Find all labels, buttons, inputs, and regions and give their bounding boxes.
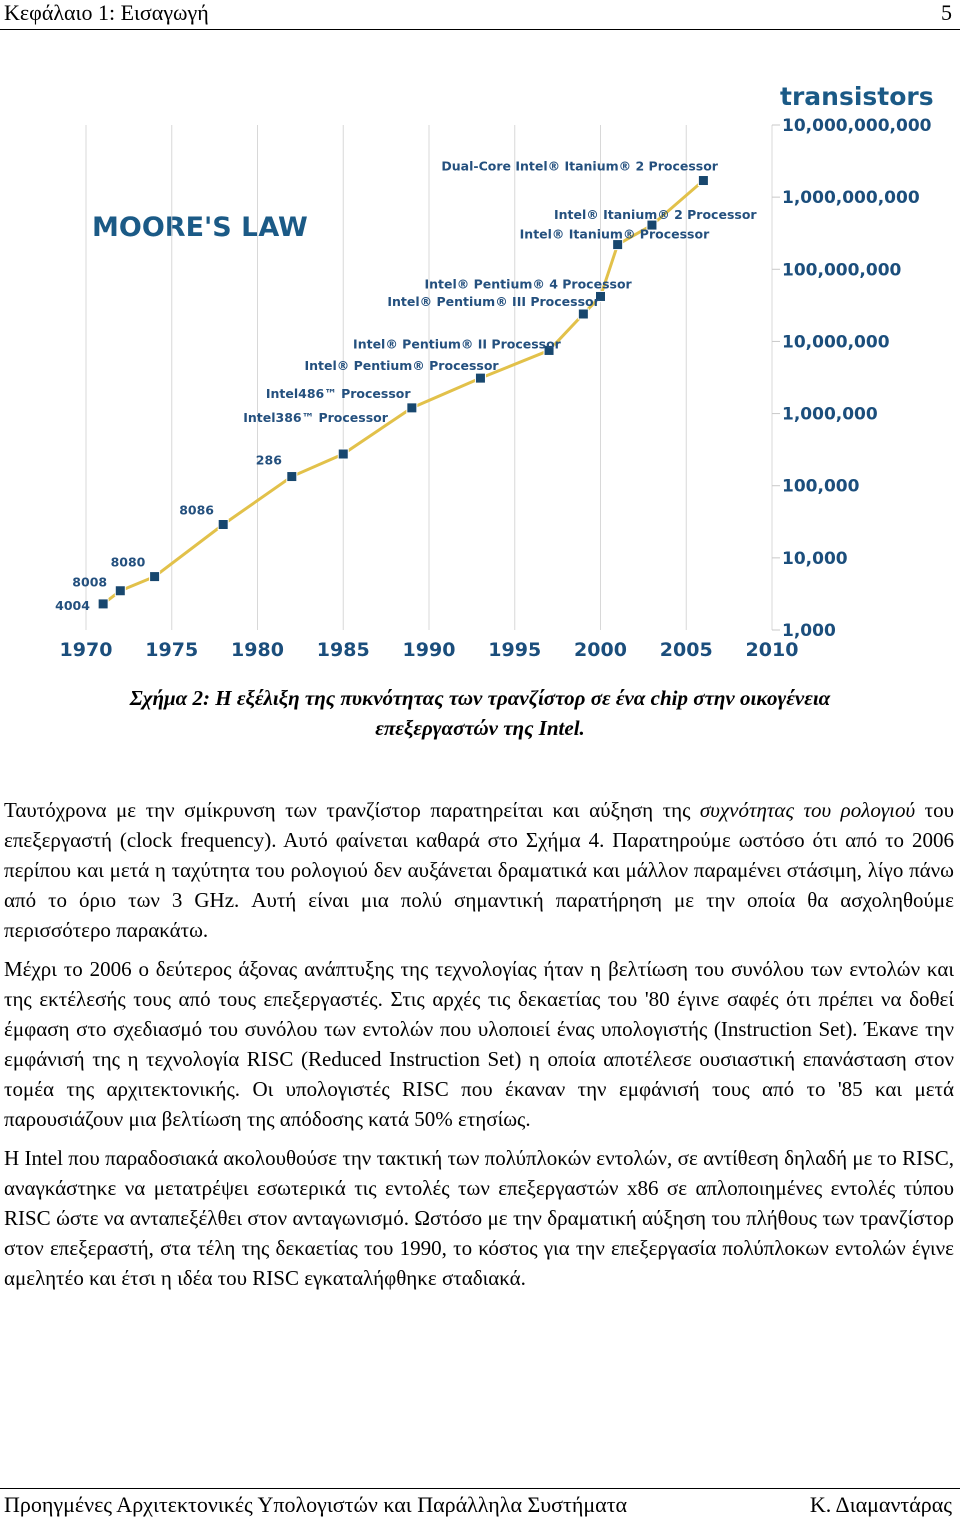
data-point-label: 4004 <box>55 597 90 613</box>
x-tick-label: 1975 <box>145 639 199 661</box>
header-rule <box>0 29 960 30</box>
data-point-marker <box>150 572 160 582</box>
data-point-label: 8086 <box>179 502 214 518</box>
y-tick-labels <box>782 116 932 641</box>
data-point-marker <box>98 599 108 609</box>
data-point-marker <box>287 472 297 482</box>
data-point-label: Intel® Pentium® III Processor <box>387 293 600 309</box>
y-tick-label: 10,000,000 <box>782 332 890 353</box>
paragraph-1-start: Ταυτόχρονα με την σμίκρυνση των τρανζίστορ παρατηρείται και αύξηση της <box>4 798 700 822</box>
x-tick-label: 1990 <box>402 639 456 661</box>
x-tick-label: 1980 <box>231 639 284 661</box>
caption-line-2: επεξεργαστών της Intel. <box>375 716 585 740</box>
data-point-label: Intel486™ Processor <box>265 385 411 401</box>
footer-rule <box>0 1488 960 1489</box>
body-text <box>4 795 954 1302</box>
chart-grid <box>86 125 780 630</box>
x-tick-label: 2000 <box>574 639 627 661</box>
data-point-label: 8008 <box>72 574 108 590</box>
paragraph-1 <box>4 795 954 945</box>
page-footer <box>0 1488 960 1523</box>
y-tick-label: 100,000 <box>782 476 860 497</box>
y-tick-label: 1,000 <box>782 621 836 641</box>
x-tick-labels <box>60 639 799 661</box>
data-point-label: Dual-Core Intel® Itanium® 2 Processor <box>441 158 718 174</box>
data-point-marker <box>407 403 417 413</box>
y-tick-label: 100,000,000 <box>782 260 902 281</box>
chart-title: MOORE'S LAW <box>92 212 308 243</box>
data-point-label: 8080 <box>110 554 146 570</box>
data-point-label: Intel® Pentium® Processor <box>304 358 499 374</box>
paragraph-1-end: του επεξεργαστή (clock frequency). Αυτό φαίνεται καθαρά στο Σχήμα 4. Παρατηρούμε ωστόσο ότι από το 2006 περίπου και μετά η ταχύτητα του ρολογιού δεν αυξάνεται δραματικά και μάλλον παραμένει στάσιμη, λίγο πάνω από το όριο των 3 GHz. Αυτή είναι μια πολύ σημαντική παρατήρηση με την οποία θα ασχοληθούμε περισσότερο παρακάτω. <box>4 798 954 942</box>
data-point-label: Intel® Itanium® 2 Processor <box>553 207 757 223</box>
data-point-label: Intel386™ Processor <box>243 410 388 426</box>
y-tick-label: 1,000,000 <box>782 404 878 425</box>
data-point-marker <box>115 586 125 596</box>
x-tick-label: 2010 <box>745 639 799 661</box>
data-point-marker <box>698 176 708 186</box>
x-tick-label: 1970 <box>59 639 113 661</box>
data-point-marker <box>475 373 485 383</box>
x-tick-label: 2005 <box>659 639 713 661</box>
author-name: Κ. Διαμαντάρας <box>809 1492 952 1517</box>
paragraph-1-emphasis: συχνότητας του ρολογιού <box>699 798 916 822</box>
book-title: Προηγμένες Αρχιτεκτονικές Υπολογιστών και Παράλληλα Συστήματα <box>4 1492 628 1517</box>
page-number: 5 <box>941 0 952 25</box>
data-point-label: Intel® Pentium® 4 Processor <box>424 276 632 292</box>
page-header <box>0 0 960 30</box>
data-point-label: 286 <box>255 452 282 468</box>
y-tick-label: 1,000,000,000 <box>782 188 920 209</box>
y-tick-label: 10,000 <box>782 548 848 569</box>
x-tick-label: 1995 <box>488 639 542 661</box>
x-tick-label: 1985 <box>316 639 370 661</box>
data-point-marker <box>218 519 228 529</box>
y-tick-label: 10,000,000,000 <box>782 116 932 136</box>
data-point-marker <box>578 309 588 319</box>
y-axis-title: transistors <box>780 82 934 111</box>
paragraph-3: Η Intel που παραδοσιακά ακολουθούσε την τακτική των πολύπλοκών εντολών, σε αντίθεση δηλαδή με το RISC, αναγκάστηκε να μετατρέψει εσωτερικά τις εντολές των επεξεργαστών x86 σε απλοποιημένες εντολές τύπου RISC ώστε να ανταπεξέλθει στον ανταγωνισμό. Ωστόσο με την δραματική αύξηση του πλήθους των τρανζίστορ στον επεξεραστή, στα τέλη της δεκαετίας του 1990, το κόστος για την επεξεργασία πολύπλοκων εντολών έγινε αμελητέο και έτσι η ιδέα του RISC εγκαταλήφθηκε σταδιακά. <box>4 1146 954 1290</box>
data-point-marker <box>338 449 348 459</box>
moores-law-chart <box>0 70 960 670</box>
data-point-label: Intel® Itanium® Processor <box>519 226 710 242</box>
data-point-label: Intel® Pentium® II Processor <box>353 336 561 352</box>
chapter-title: Κεφάλαιο 1: Εισαγωγή <box>4 0 209 25</box>
caption-line-1: Σχήμα 2: Η εξέλιξη της πυκνότητας των τρανζίστορ σε ένα chip στην οικογένεια <box>129 686 831 710</box>
paragraph-2: Μέχρι το 2006 ο δεύτερος άξονας ανάπτυξης της τεχνολογίας ήταν η βελτίωση του συνόλου των εντολών και της εκτέλεσής τους από τους επεξεργαστές. Στις αρχές τις δεκαετίας του '80 έγινε σαφές ότι πρέπει να δοθεί έμφαση στο σχεδιασμό του συνόλου των εντολών που υλοποιεί ένας υπολογιστής (Instruction Set). Έκανε την εμφάνισή της η τεχνολογία RISC (Reduced Instruction Set) η οποία αποτέλεσε ουσιαστική επανάσταση στον τομέα της αρχιτεκτονικής. Οι υπολογιστές RISC που έκαναν την εμφάνισή τους από το '85 και μετά παρουσιάζουν μια βελτίωση της απόδοσης κατά 50% ετησίως. <box>4 957 954 1131</box>
figure-caption <box>0 683 960 743</box>
